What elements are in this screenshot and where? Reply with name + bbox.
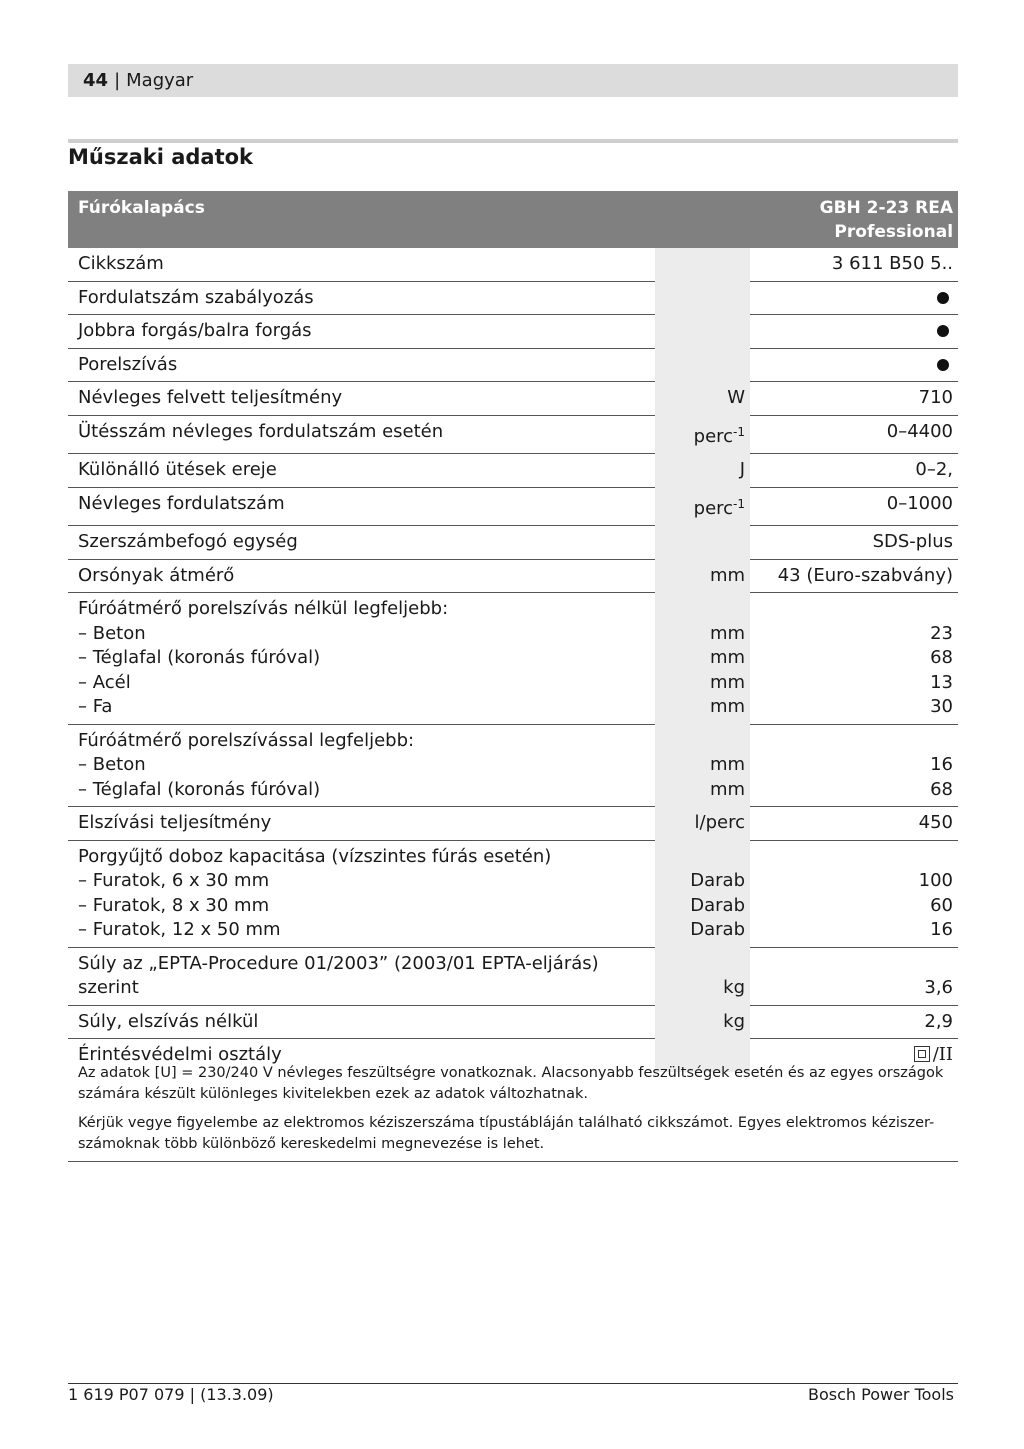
footer-doc-id: 1 619 P07 079 | (13.3.09): [68, 1385, 274, 1404]
row-unit-text: [657, 671, 745, 696]
row-label-text: Érintésvédelmi osztály: [78, 1044, 282, 1065]
row-unit: [655, 487, 750, 526]
unit-text: perc: [693, 497, 734, 519]
row-unit-text: [657, 597, 745, 622]
header-language: Magyar: [126, 70, 194, 91]
row-unit-text: [657, 976, 745, 1001]
row-unit: [655, 248, 750, 281]
protection-class-text: /II: [932, 1044, 954, 1065]
model-line: Professional: [834, 222, 954, 242]
row-value-text: [760, 729, 953, 754]
table-row: [68, 281, 958, 315]
unit-text: mm: [709, 622, 746, 644]
row-value-text: 3,6: [924, 977, 954, 998]
row-unit-text: [657, 492, 745, 522]
row-unit: [655, 1005, 750, 1039]
row-unit-text: [657, 811, 745, 836]
row-unit-text: [657, 869, 745, 894]
row-unit: [655, 348, 750, 382]
row-unit: [655, 724, 750, 807]
unit-text: Darab: [690, 894, 746, 916]
feature-present-dot-icon: [937, 325, 949, 337]
row-label-text: Súly az „EPTA-Procedure 01/2003” (2003/01 EPTA-eljárás): [78, 952, 599, 974]
row-label-text: Szerszámbefogó egység: [78, 531, 298, 552]
row-sublabel-text: – Furatok, 8 x 30 mm: [78, 894, 270, 916]
row-label: [68, 840, 655, 947]
row-value-text: 23: [930, 622, 954, 644]
unit-text: kg: [723, 977, 746, 998]
row-unit-text: [657, 845, 745, 870]
row-unit: [655, 559, 750, 593]
row-label-text: Fordulatszám szabályozás: [78, 286, 314, 308]
row-unit: [655, 315, 750, 349]
row-value-text: 13: [930, 671, 954, 693]
unit-text: W: [727, 387, 746, 408]
table-row: [68, 559, 958, 593]
row-unit: [655, 947, 750, 1005]
row-value: [750, 315, 958, 349]
row-unit: [655, 454, 750, 488]
row-value: [750, 415, 958, 454]
row-unit-text: [657, 729, 745, 754]
row-value: [750, 559, 958, 593]
row-value: [750, 281, 958, 315]
row-unit: [655, 415, 750, 454]
row-unit: [655, 593, 750, 725]
row-value: [750, 840, 958, 947]
row-value-text: 450: [918, 812, 954, 833]
row-value-text: 0–1000: [886, 492, 954, 514]
row-value-text: 16: [930, 754, 954, 775]
row-value-text: 68: [930, 647, 954, 668]
row-unit-text: [657, 458, 745, 483]
row-label: [68, 382, 655, 416]
row-value-text: 710: [918, 387, 954, 408]
row-value-text: [760, 597, 953, 622]
row-sublabel-text: – Fa: [78, 696, 113, 717]
row-unit: [655, 840, 750, 947]
row-label: [68, 526, 655, 560]
row-value: [750, 487, 958, 526]
row-value-text: 0–4400: [886, 420, 954, 442]
row-unit-text: [657, 646, 745, 671]
row-unit-text: [657, 695, 745, 720]
row-value: [750, 947, 958, 1005]
row-unit-text: [657, 753, 745, 778]
row-unit-text: [657, 353, 745, 378]
table-header-product-type: Fúrókalapács: [68, 191, 750, 248]
table-row: [68, 724, 958, 807]
row-sublabel-text: – Téglafal (koronás fúróval): [78, 647, 321, 668]
footer-rule: [68, 1383, 958, 1384]
row-value-text: SDS-plus: [872, 531, 954, 552]
row-unit: [655, 382, 750, 416]
row-value-text: [760, 952, 953, 977]
row-unit-text: [657, 778, 745, 803]
row-label: [68, 724, 655, 807]
footer-brand: Bosch Power Tools: [808, 1385, 954, 1404]
unit-text: l/perc: [694, 812, 746, 833]
row-value-text: 68: [930, 778, 954, 800]
row-unit-text: [657, 952, 745, 977]
row-unit-text: [657, 894, 745, 919]
row-value: [750, 807, 958, 841]
table-row: [68, 348, 958, 382]
row-label: [68, 248, 655, 281]
row-value-text: 0–2,: [915, 459, 954, 480]
row-unit-text: [657, 1010, 745, 1035]
unit-text: mm: [709, 754, 746, 775]
unit-text: mm: [709, 671, 746, 693]
row-unit-text: [657, 286, 745, 311]
row-value-text: 100: [918, 870, 954, 891]
row-unit-text: [657, 386, 745, 411]
row-value-text: 60: [930, 894, 954, 916]
note-voltage: Az adatok [U] = 230/240 V névleges feszültségre vonatkoznak. Alacsonyabb feszültségek esetén és az egyes országok számára készült különleges kivitelekben ezek az adatok változhatnak.: [78, 1065, 944, 1102]
row-label-text: Porgyűjtő doboz kapacitása (vízszintes fúrás esetén): [78, 845, 552, 867]
row-unit-text: [657, 622, 745, 647]
row-label: [68, 559, 655, 593]
table-row: [68, 315, 958, 349]
row-label-text: Különálló ütések ereje: [78, 459, 277, 480]
row-label-text: Jobbra forgás/balra forgás: [78, 320, 312, 341]
table-row: [68, 248, 958, 281]
row-unit-text: [657, 252, 745, 277]
row-unit-text: [657, 918, 745, 943]
row-sublabel-text: – Furatok, 12 x 50 mm: [78, 919, 281, 940]
unit-superscript: -1: [733, 496, 746, 511]
page-number: 44: [83, 70, 109, 91]
row-sublabel-text: – Furatok, 6 x 30 mm: [78, 870, 270, 891]
row-label: [68, 1005, 655, 1039]
model-name: GBH 2-23 REA: [819, 198, 954, 218]
table-header-row: [68, 191, 958, 248]
row-sublabel-text: szerint: [78, 977, 139, 998]
row-value: [750, 526, 958, 560]
table-row: [68, 807, 958, 841]
table-row: [68, 454, 958, 488]
row-value: [750, 593, 958, 725]
row-label-text: Névleges felvett teljesítmény: [78, 387, 343, 408]
row-sublabel-text: – Beton: [78, 622, 146, 644]
row-label-text: Fúróátmérő porelszívással legfeljebb:: [78, 729, 415, 751]
unit-text: mm: [709, 647, 746, 668]
feature-present-dot-icon: [937, 359, 949, 371]
row-unit: [655, 526, 750, 560]
table-row: [68, 526, 958, 560]
row-sublabel-text: – Téglafal (koronás fúróval): [78, 778, 321, 800]
title-rule: [68, 139, 958, 143]
row-label-text: Cikkszám: [78, 253, 164, 274]
row-label: [68, 281, 655, 315]
table-header-model: [750, 191, 958, 248]
protection-class: [914, 1044, 953, 1065]
table-row: [68, 947, 958, 1005]
row-unit-text: [657, 564, 745, 589]
spec-table: [68, 191, 958, 1072]
row-label-text: Orsónyak átmérő: [78, 564, 235, 586]
row-label-text: Fúróátmérő porelszívás nélkül legfeljebb:: [78, 598, 449, 619]
row-value: [750, 382, 958, 416]
table-row: [68, 382, 958, 416]
row-label-text: Porelszívás: [78, 353, 178, 375]
row-unit-text: [657, 530, 745, 555]
table-row: [68, 593, 958, 725]
row-label-text: Névleges fordulatszám: [78, 492, 285, 514]
row-label: [68, 348, 655, 382]
row-value: [750, 248, 958, 281]
row-label: [68, 454, 655, 488]
row-value-text: 43 (Euro-szabvány): [777, 564, 954, 586]
unit-text: kg: [723, 1010, 746, 1032]
row-sublabel-text: – Acél: [78, 671, 131, 693]
table-row: [68, 415, 958, 454]
row-label: [68, 807, 655, 841]
row-value: [750, 1005, 958, 1039]
double-insulation-icon: [914, 1046, 930, 1062]
unit-text: mm: [709, 696, 746, 717]
row-label-text: Súly, elszívás nélkül: [78, 1010, 259, 1032]
row-value-text: 3 611 B50 5..: [831, 253, 954, 274]
unit-text: J: [739, 459, 746, 480]
row-value: [750, 454, 958, 488]
row-value-text: 16: [930, 919, 954, 940]
row-label: [68, 593, 655, 725]
row-unit-text: [657, 420, 745, 450]
row-label-text: Ütésszám névleges fordulatszám esetén: [78, 420, 444, 442]
page-header: [68, 64, 958, 97]
unit-text: mm: [709, 778, 746, 800]
row-value: [750, 348, 958, 382]
spec-table-body: [68, 248, 958, 1072]
note-article-number: Kérjük vegye figyelembe az elektromos kéziszerszáma típustábláján található cikkszámot. Egyes elektromos kéziszer-számoknak több különböző kereskedelmi megnevezése is lehet.: [78, 1115, 935, 1152]
row-value-text: 30: [930, 696, 954, 717]
row-label: [68, 315, 655, 349]
row-value-text: [760, 845, 953, 870]
unit-text: perc: [693, 425, 734, 447]
unit-text: Darab: [690, 919, 746, 940]
row-label-text: Elszívási teljesítmény: [78, 812, 272, 833]
notes: [68, 1063, 958, 1162]
header-separator: |: [114, 70, 121, 91]
row-sublabel-text: – Beton: [78, 754, 146, 775]
row-label: [68, 415, 655, 454]
unit-superscript: -1: [733, 424, 746, 439]
unit-text: Darab: [690, 870, 746, 891]
feature-present-dot-icon: [937, 292, 949, 304]
unit-text: mm: [709, 564, 746, 586]
row-label: [68, 487, 655, 526]
row-unit: [655, 281, 750, 315]
table-row: [68, 487, 958, 526]
table-row: [68, 1005, 958, 1039]
section-title: Műszaki adatok: [68, 145, 254, 169]
row-value-text: 2,9: [924, 1010, 954, 1032]
row-label: [68, 947, 655, 1005]
row-value: [750, 724, 958, 807]
row-unit: [655, 807, 750, 841]
table-row: [68, 840, 958, 947]
row-unit-text: [657, 319, 745, 344]
